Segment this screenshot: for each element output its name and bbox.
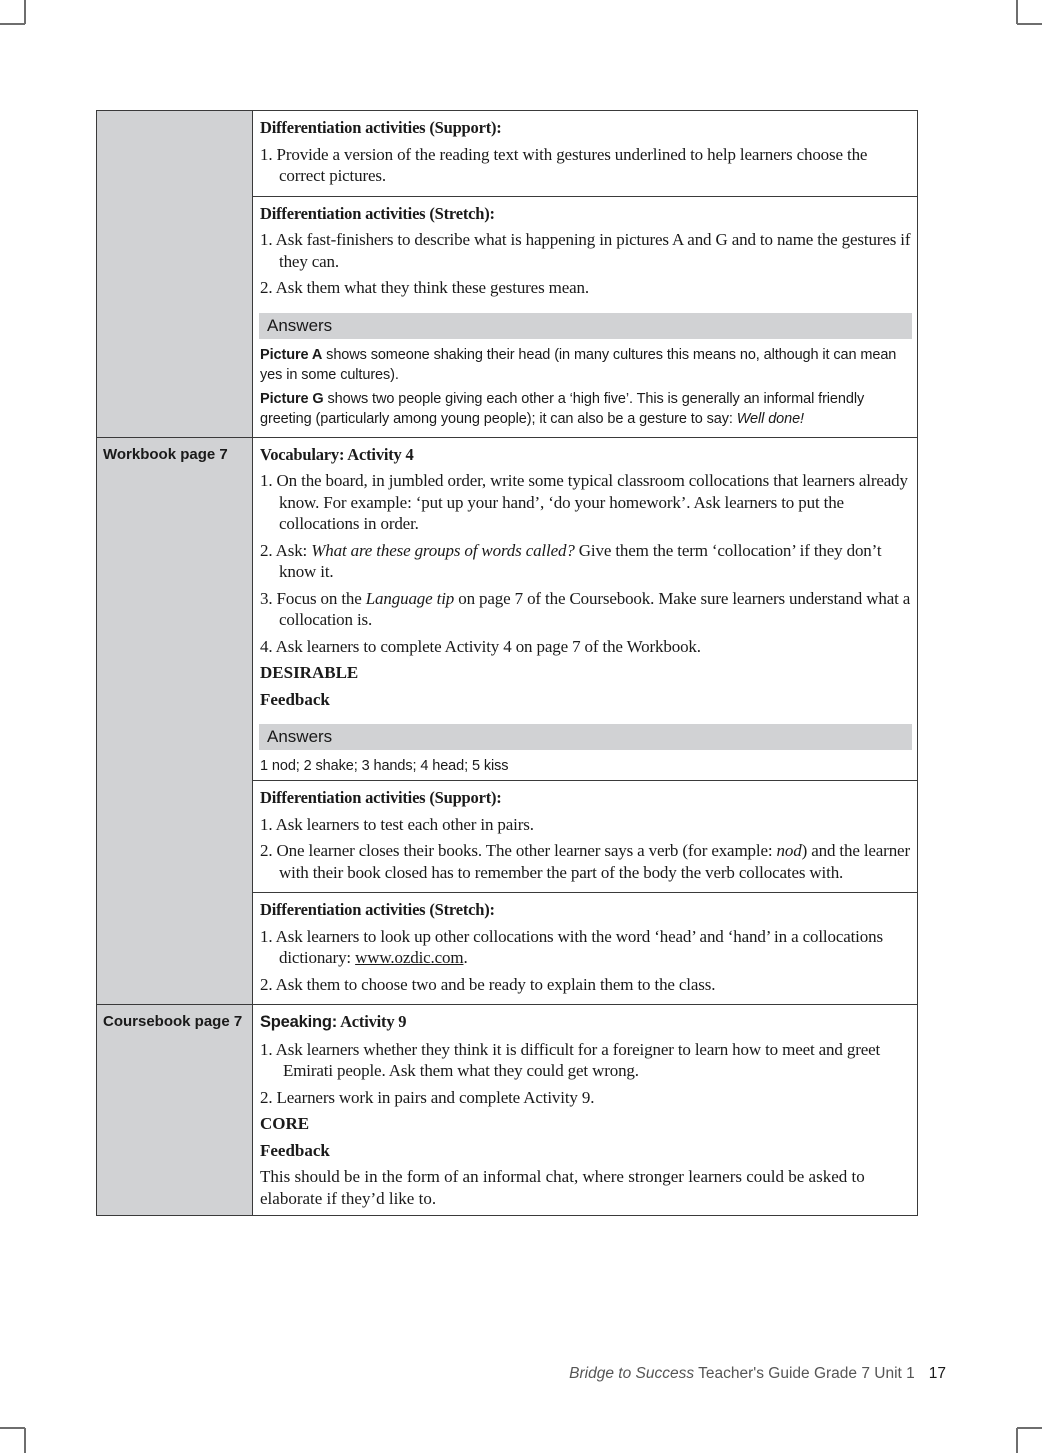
section-heading: Differentiation activities (Support): bbox=[260, 788, 502, 807]
crop-mark-top-left-h bbox=[0, 23, 25, 25]
feedback-label: Feedback bbox=[260, 1140, 330, 1160]
feedback-label: Feedback bbox=[260, 689, 330, 709]
table-row bbox=[97, 111, 918, 197]
crop-mark-bottom-left-h bbox=[0, 1427, 25, 1429]
crop-mark-bottom-left-v bbox=[24, 1428, 26, 1453]
stretch-activities-cell bbox=[253, 893, 918, 1005]
answers-text: 1 nod; 2 shake; 3 hands; 4 head; 5 kiss bbox=[260, 758, 509, 774]
list-item: 1. On the board, in jumbled order, write some typical classroom collocations that learners already know. For example: ‘put up your hand’, ‘do your homework’. Ask learners to put the collocations in order. bbox=[260, 471, 908, 533]
page-number: 17 bbox=[928, 1365, 946, 1382]
section-heading: Differentiation activities (Stretch): bbox=[260, 203, 495, 223]
section-heading: Speaking: Activity 9 bbox=[260, 1012, 407, 1031]
list-item: 1. Ask learners whether they think it is difficult for a foreigner to learn how to meet and greet Emirati people. Ask them what they could get wrong. bbox=[260, 1039, 881, 1080]
section-heading: Vocabulary: Activity 4 bbox=[260, 444, 414, 464]
list-item: 2. Ask: What are these groups of words called? Give them the term ‘collocation’ if they don’t know it. bbox=[260, 540, 882, 581]
table-row bbox=[97, 437, 918, 781]
section-heading: Differentiation activities (Stretch): bbox=[260, 900, 495, 919]
level-tag: CORE bbox=[260, 1114, 310, 1133]
row-label: Workbook page 7 bbox=[97, 437, 253, 1005]
list-item: 1. Ask learners to test each other in pairs. bbox=[260, 814, 534, 834]
support-activities-cell bbox=[253, 111, 918, 197]
page-footer bbox=[569, 1365, 946, 1383]
crop-mark-top-left-v bbox=[24, 0, 26, 24]
level-tag: DESIRABLE bbox=[260, 663, 359, 682]
answer-picture-g: Picture G shows two people giving each other a ‘high five’. This is generally an informal friendly greeting (particularly among young people); it can also be a gesture to say: Well done! bbox=[260, 390, 865, 427]
list-item: 1. Ask fast-finishers to describe what is happening in pictures A and G and to name the gestures if they can. bbox=[260, 230, 911, 271]
crop-mark-bottom-right-v bbox=[1016, 1428, 1018, 1453]
list-item: 1. Provide a version of the reading text with gestures underlined to help learners choose the correct pictures. bbox=[260, 144, 868, 185]
footer-subtitle: Teacher's Guide Grade 7 Unit 1 bbox=[694, 1365, 915, 1382]
list-item: 4. Ask learners to complete Activity 4 on page 7 of the Workbook. bbox=[260, 636, 701, 656]
list-item: 2. Ask them to choose two and be ready to explain them to the class. bbox=[260, 974, 716, 994]
table-row bbox=[97, 1005, 918, 1216]
speaking-activity-cell bbox=[253, 1005, 918, 1216]
section-heading: Differentiation activities (Support): bbox=[260, 118, 502, 137]
vocabulary-activity-cell bbox=[253, 437, 918, 781]
row-label: Coursebook page 7 bbox=[97, 1005, 253, 1216]
list-item: 2. One learner closes their books. The other learner says a verb (for example: nod) and the learner with their book closed has to remember the part of the body the verb collocates with. bbox=[260, 841, 910, 882]
list-item: 3. Focus on the Language tip on page 7 of the Coursebook. Make sure learners understand what a collocation is. bbox=[260, 588, 911, 629]
feedback-text: This should be in the form of an informal chat, where stronger learners could be asked to elaborate if they’d like to. bbox=[260, 1167, 865, 1208]
crop-mark-top-right-h bbox=[1017, 23, 1042, 25]
list-item: 2. Ask them what they think these gestures mean. bbox=[260, 278, 589, 297]
crop-mark-bottom-right-h bbox=[1017, 1427, 1042, 1429]
lesson-plan-table bbox=[96, 110, 918, 1216]
answer-picture-a: Picture A shows someone shaking their head (in many cultures this means no, although it can mean yes in some cultures). bbox=[260, 346, 897, 383]
list-item: 1. Ask learners to look up other collocations with the word ‘head’ and ‘hand’ in a collocations dictionary: www.ozdic.com. bbox=[260, 926, 883, 967]
support-activities-cell bbox=[253, 781, 918, 893]
list-item: 2. Learners work in pairs and complete Activity 9. bbox=[260, 1087, 595, 1107]
stretch-activities-cell bbox=[253, 196, 918, 437]
row-label bbox=[97, 111, 253, 438]
answers-header: Answers bbox=[259, 724, 912, 750]
ozdic-link[interactable]: www.ozdic.com bbox=[355, 948, 464, 967]
crop-mark-top-right-v bbox=[1016, 0, 1018, 24]
answers-header: Answers bbox=[259, 313, 912, 339]
book-title: Bridge to Success bbox=[569, 1365, 695, 1382]
